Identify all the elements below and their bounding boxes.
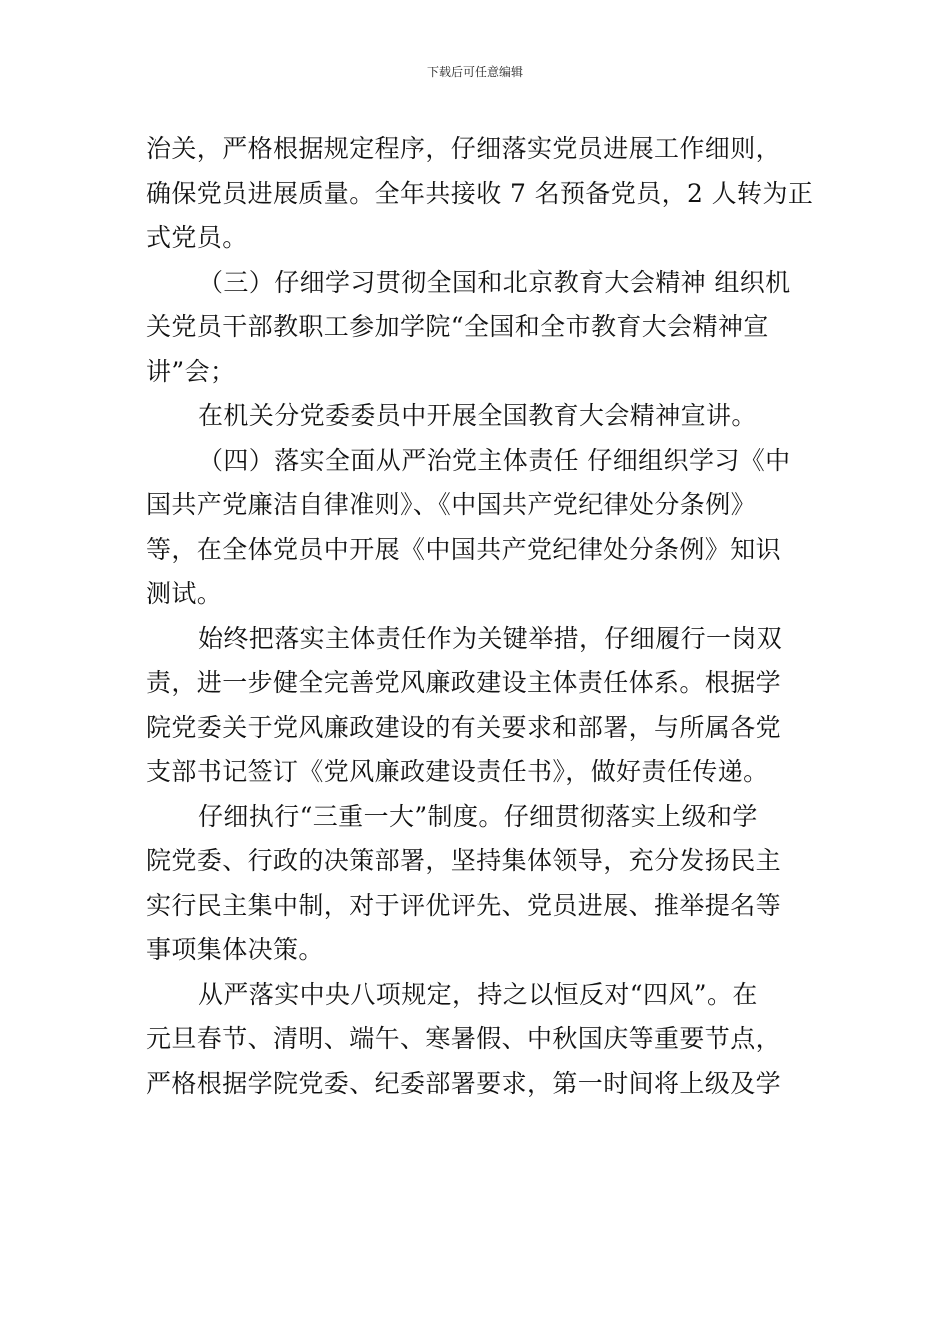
text-line: 院党委、行政的决策部署，坚持集体领导，充分发扬民主 (146, 846, 782, 875)
text-line: 治关，严格根据规定程序，仔细落实党员进展工作细则， (146, 134, 782, 163)
text-line: 责，进一步健全完善党风廉政建设主体责任体系。根据学 (146, 668, 782, 697)
text-line: 支部书记签订《党风廉政建设责任书》，做好责任传递。 (146, 757, 769, 786)
text-line: 始终把落实主体责任作为关键举措，仔细履行一岗双 (198, 623, 783, 653)
text-line: 从严落实中央八项规定，持之以恒反对“四风”。在 (198, 979, 758, 1009)
text-line: 关党员干部教职工参加学院“全国和全市教育大会精神宣 (146, 312, 769, 341)
text-line: （三）仔细学习贯彻全国和北京教育大会精神 组织机 (198, 267, 791, 297)
text-line: 式党员。 (146, 223, 248, 252)
text-line: 确保党员进展质量。全年共接收 7 名预备党员，2 人转为正 (146, 178, 814, 208)
text-line: 实行民主集中制，对于评优评先、党员进展、推举提名等 (146, 890, 782, 920)
text-line: 等，在全体党员中开展《中国共产党纪律处分条例》知识 (146, 534, 782, 564)
text-line: 仔细执行“三重一大”制度。仔细贯彻落实上级和学 (198, 801, 758, 831)
text-line: 讲”会； (146, 356, 236, 386)
text-line: 事项集体决策。 (146, 935, 324, 964)
text-line: 院党委关于党风廉政建设的有关要求和部署，与所属各党 (146, 712, 782, 742)
page-header: 下载后可任意编辑 (426, 65, 523, 79)
text-line: 测试。 (146, 579, 223, 608)
text-line: （四）落实全面从严治党主体责任 仔细组织学习《中 (198, 445, 791, 475)
text-line: 元旦春节、清明、端午、寒暑假、中秋国庆等重要节点， (146, 1024, 782, 1053)
text-line: 在机关分党委委员中开展全国教育大会精神宣讲。 (198, 401, 757, 430)
text-line: 国共产党廉洁自律准则》、《中国共产党纪律处分条例》 (146, 490, 757, 519)
document-body (146, 127, 814, 1106)
text-line: 严格根据学院党委、纪委部署要求，第一时间将上级及学 (146, 1068, 782, 1098)
